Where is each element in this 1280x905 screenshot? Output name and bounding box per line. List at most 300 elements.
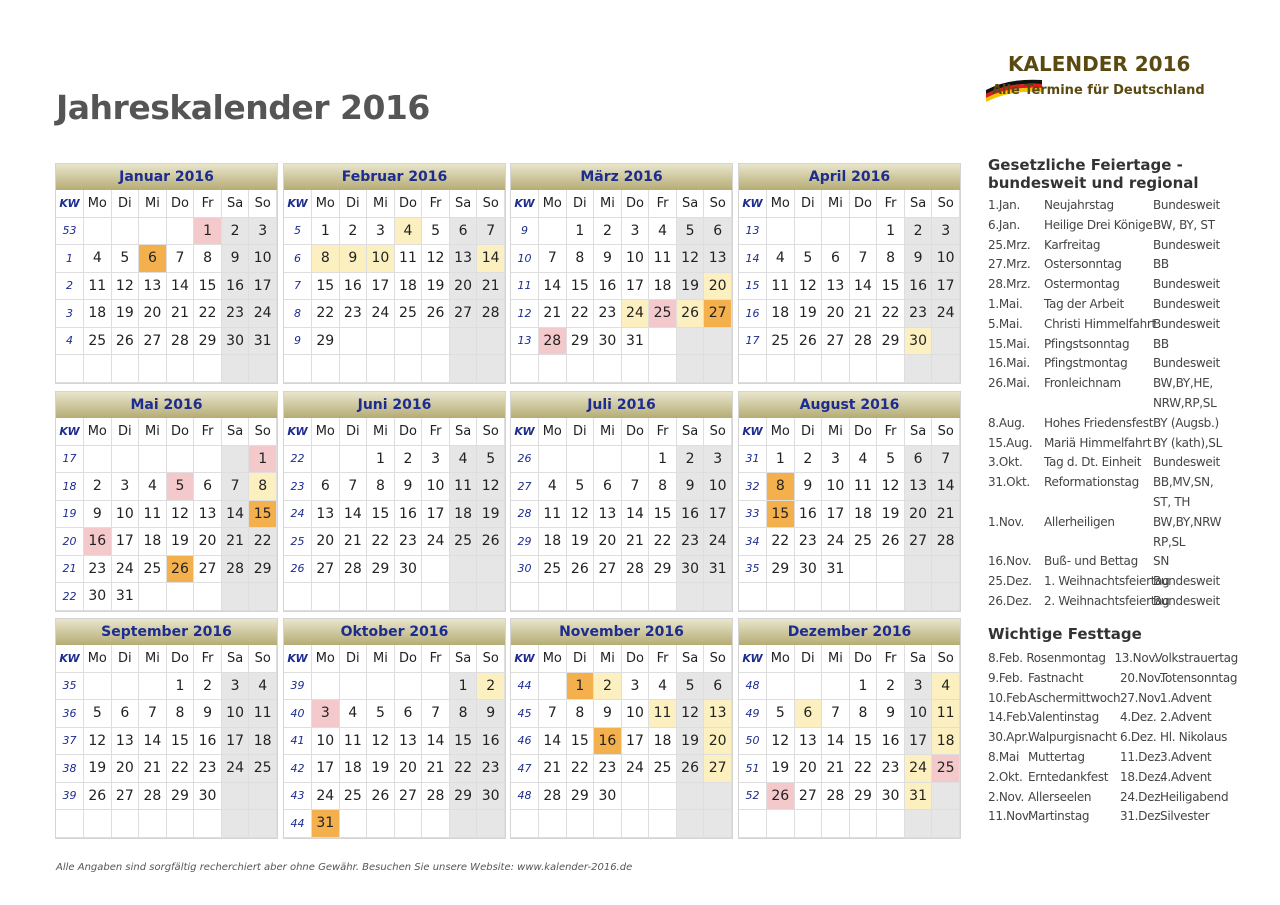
holiday-date [988,493,1044,513]
empty-cell [477,355,505,383]
empty-cell [84,217,112,245]
festtag-date: 13.Nov. [1114,651,1158,665]
kw-header: KW [739,190,767,217]
festtag-name: Heiligabend [1160,789,1229,804]
kw-header: KW [739,418,767,445]
weekday-header: Fr [194,645,222,672]
day-cell: 27 [594,555,622,583]
empty-cell [111,810,139,838]
day-cell: 4 [449,445,477,473]
day-cell: 6 [822,245,850,273]
weekday-header: Sa [221,418,249,445]
day-cell: 17 [621,727,649,755]
weekday-header: Sa [449,645,477,672]
festtag-row [988,689,1238,709]
holiday-name: Hohes Friedensfest [1044,415,1154,430]
day-cell: 17 [111,528,139,556]
day-cell: 4 [339,700,367,728]
empty-cell [422,672,450,700]
day-cell: 28 [221,555,249,583]
empty-cell [477,327,505,355]
day-cell: 9 [794,473,822,501]
weekday-header: Sa [676,645,704,672]
empty-cell [676,327,704,355]
day-cell: 29 [194,327,222,355]
day-cell: 9 [877,700,905,728]
festtag-row [988,708,1238,728]
day-cell: 23 [339,300,367,328]
week-number: 1 [56,245,84,273]
month-header: Juni 2016 [284,392,505,418]
empty-cell [394,355,422,383]
holiday-date: 1.Mai. [988,296,1023,311]
day-cell: 9 [594,245,622,273]
festtag-name: Silvester [1160,809,1210,824]
day-cell: 29 [367,555,395,583]
week-number [284,583,312,611]
day-cell: 24 [822,528,850,556]
kw-header: KW [56,645,84,672]
festtag-date: 2.Okt. [988,769,1023,784]
holiday-row [988,592,1238,612]
empty-cell [767,583,795,611]
empty-cell [539,217,567,245]
holidays-list [988,196,1238,612]
empty-cell [566,355,594,383]
festtag-date: 9.Feb. [988,670,1023,685]
day-cell: 19 [877,500,905,528]
day-cell: 21 [422,755,450,783]
day-cell: 26 [794,327,822,355]
day-cell: 20 [194,528,222,556]
day-cell: 15 [849,727,877,755]
holiday-row [988,354,1238,374]
week-number: 48 [511,782,539,810]
festtag-name: Martinstag [1028,809,1090,824]
day-cell: 11 [649,245,677,273]
day-cell: 30 [84,583,112,611]
empty-cell [904,555,932,583]
day-cell: 28 [539,782,567,810]
week-number: 37 [56,727,84,755]
holiday-date: 8.Aug. [988,415,1025,430]
day-cell: 21 [539,755,567,783]
day-cell: 12 [422,245,450,273]
weekday-header: Do [166,418,194,445]
day-cell: 27 [111,782,139,810]
festtag-date: 6.Dez. [1120,730,1157,745]
month-11 [510,618,733,839]
empty-cell [422,810,450,838]
day-cell: 20 [312,528,340,556]
day-cell: 23 [794,528,822,556]
day-cell: 25 [249,755,277,783]
day-cell: 6 [704,217,732,245]
day-cell: 13 [594,500,622,528]
empty-cell [904,355,932,383]
weekday-header: Sa [676,190,704,217]
holiday-date: 15.Aug. [988,435,1033,450]
empty-cell [221,583,249,611]
week-number: 39 [56,782,84,810]
month-9 [55,618,278,839]
day-cell: 3 [111,473,139,501]
day-cell: 29 [312,327,340,355]
day-cell: 25 [649,755,677,783]
day-cell: 26 [166,555,194,583]
week-number [739,583,767,611]
holiday-row [988,335,1238,355]
day-cell: 13 [111,727,139,755]
week-number [511,583,539,611]
day-cell: 12 [367,727,395,755]
holiday-name: Reformationstag [1044,475,1139,490]
week-number [739,355,767,383]
day-cell: 29 [166,782,194,810]
week-number: 23 [284,473,312,501]
day-cell: 24 [932,300,960,328]
day-cell: 12 [111,272,139,300]
day-cell: 2 [676,445,704,473]
kw-header: KW [56,190,84,217]
empty-cell [367,327,395,355]
day-cell: 26 [877,528,905,556]
day-cell: 25 [649,300,677,328]
weekday-header: Mo [767,418,795,445]
day-cell: 31 [822,555,850,583]
empty-cell [111,217,139,245]
week-number [511,355,539,383]
empty-cell [166,355,194,383]
weekday-header: Mo [312,645,340,672]
day-cell: 24 [111,555,139,583]
day-cell: 16 [221,272,249,300]
holiday-name: 1. Weihnachtsfeiertag [1044,574,1170,589]
holiday-row [988,533,1238,553]
day-cell: 8 [566,700,594,728]
day-cell: 4 [249,672,277,700]
weekday-header: Di [566,418,594,445]
day-cell: 4 [649,672,677,700]
festtag-name: Valentinstag [1028,710,1099,725]
day-cell: 10 [621,245,649,273]
day-cell: 1 [877,217,905,245]
day-cell: 18 [539,528,567,556]
empty-cell [649,810,677,838]
day-cell: 9 [194,700,222,728]
day-cell: 16 [594,272,622,300]
day-cell: 10 [312,727,340,755]
day-cell: 21 [822,755,850,783]
week-number: 29 [511,528,539,556]
empty-cell [794,672,822,700]
weekday-header: Mo [539,645,567,672]
day-cell: 25 [339,782,367,810]
day-cell: 23 [221,300,249,328]
day-cell: 18 [767,300,795,328]
day-cell: 8 [166,700,194,728]
day-cell: 15 [566,272,594,300]
weekday-header: Di [794,190,822,217]
empty-cell [166,810,194,838]
day-cell: 16 [394,500,422,528]
empty-cell [566,445,594,473]
weekday-header: Do [166,190,194,217]
day-cell: 13 [904,473,932,501]
week-number: 21 [56,555,84,583]
day-cell: 10 [621,700,649,728]
day-cell: 22 [649,528,677,556]
empty-cell [422,583,450,611]
empty-cell [139,355,167,383]
day-cell: 6 [111,700,139,728]
month-header: Oktober 2016 [284,619,505,645]
empty-cell [166,445,194,473]
day-cell: 15 [194,272,222,300]
month-5 [55,391,278,612]
day-cell: 14 [477,245,505,273]
weekday-header: Sa [676,418,704,445]
day-cell: 31 [111,583,139,611]
day-cell: 2 [221,217,249,245]
empty-cell [111,445,139,473]
holiday-region: Bundesweit [1153,316,1220,331]
holiday-date: 31.Okt. [988,475,1030,490]
day-cell: 28 [422,782,450,810]
day-cell: 8 [449,700,477,728]
weekday-header: Do [394,645,422,672]
day-cell: 4 [394,217,422,245]
empty-cell [822,672,850,700]
week-number: 27 [511,473,539,501]
day-cell: 2 [194,672,222,700]
weekday-header: Do [621,190,649,217]
weekday-header: Mo [539,190,567,217]
day-cell: 24 [422,528,450,556]
empty-cell [594,355,622,383]
week-number [739,810,767,838]
day-cell: 17 [312,755,340,783]
festtag-row [988,807,1238,827]
day-cell: 16 [194,727,222,755]
weekday-header: Fr [877,645,905,672]
day-cell: 3 [249,217,277,245]
day-cell: 5 [676,672,704,700]
day-cell: 23 [194,755,222,783]
kw-header: KW [511,418,539,445]
empty-cell [221,810,249,838]
day-cell: 15 [767,500,795,528]
holiday-name: Ostermontag [1044,277,1120,292]
day-cell: 8 [249,473,277,501]
day-cell: 20 [449,272,477,300]
day-cell: 12 [877,473,905,501]
day-cell: 22 [312,300,340,328]
day-cell: 9 [477,700,505,728]
empty-cell [111,672,139,700]
day-cell: 5 [877,445,905,473]
day-cell: 10 [221,700,249,728]
day-cell: 31 [704,555,732,583]
day-cell: 22 [849,755,877,783]
festtag-name: Fastnacht [1028,670,1084,685]
empty-cell [649,355,677,383]
day-cell: 27 [194,555,222,583]
weekday-header: So [477,645,505,672]
day-cell: 2 [904,217,932,245]
day-cell: 18 [249,727,277,755]
week-number: 7 [284,272,312,300]
day-cell: 7 [139,700,167,728]
day-cell: 15 [649,500,677,528]
holiday-name [1044,493,1153,513]
week-number: 34 [739,528,767,556]
week-number: 49 [739,700,767,728]
day-cell: 13 [822,272,850,300]
day-cell: 19 [166,528,194,556]
week-number: 6 [284,245,312,273]
holiday-region: Bundesweit [1153,198,1220,212]
empty-cell [539,445,567,473]
weekday-header: Fr [649,418,677,445]
day-cell: 7 [539,245,567,273]
day-cell: 7 [477,217,505,245]
holidays-title: Gesetzliche Feiertage - bundesweit und regional [988,156,1199,192]
week-number: 38 [56,755,84,783]
empty-cell [621,782,649,810]
day-cell: 20 [794,755,822,783]
weekday-header: Sa [449,418,477,445]
day-cell: 10 [111,500,139,528]
day-cell: 12 [84,727,112,755]
weekday-header: Fr [649,190,677,217]
weekday-header: Mo [84,190,112,217]
week-number: 20 [56,528,84,556]
day-cell: 1 [566,672,594,700]
day-cell: 18 [139,528,167,556]
day-cell: 27 [139,327,167,355]
day-cell: 19 [111,300,139,328]
day-cell: 15 [249,500,277,528]
holiday-date: 15.Mai. [988,336,1030,351]
holiday-region: BY (Augsb.) [1153,415,1219,430]
day-cell: 15 [312,272,340,300]
day-cell: 11 [767,272,795,300]
week-number [284,355,312,383]
week-number: 35 [56,672,84,700]
festtag-date: 11.Dez. [1120,749,1164,764]
week-number: 39 [284,672,312,700]
week-number: 36 [56,700,84,728]
weekday-header: Fr [422,190,450,217]
day-cell: 4 [539,473,567,501]
month-6 [283,391,506,612]
festtag-name: Rosenmontag [1026,651,1106,665]
kw-header: KW [511,645,539,672]
empty-cell [312,445,340,473]
day-cell: 17 [422,500,450,528]
empty-cell [849,583,877,611]
week-number: 4 [56,327,84,355]
empty-cell [221,782,249,810]
festtag-name: 1.Advent [1160,690,1212,705]
day-cell: 23 [477,755,505,783]
week-number: 48 [739,672,767,700]
day-cell: 21 [621,528,649,556]
empty-cell [422,327,450,355]
day-cell: 6 [449,217,477,245]
day-cell: 31 [249,327,277,355]
day-cell: 19 [794,300,822,328]
holiday-row [988,236,1238,256]
week-number: 51 [739,755,767,783]
month-2 [283,163,506,384]
holiday-date: 6.Jan. [988,217,1020,232]
empty-cell [767,810,795,838]
day-cell: 7 [221,473,249,501]
kw-header: KW [56,418,84,445]
weekday-header: Di [111,645,139,672]
holiday-date: 16.Mai. [988,356,1030,371]
day-cell: 1 [312,217,340,245]
festtag-date: 31.Dez. [1120,809,1164,824]
day-cell: 21 [849,300,877,328]
holiday-region: ST, TH [1153,494,1191,509]
weekday-header: Mo [539,418,567,445]
logo [984,52,1214,108]
day-cell: 27 [822,327,850,355]
weekday-header: Di [111,418,139,445]
empty-cell [477,555,505,583]
day-cell: 16 [339,272,367,300]
festtag-name: Totensonntag [1160,670,1238,685]
weekday-header: Do [621,418,649,445]
weekday-header: So [932,190,960,217]
empty-cell [621,583,649,611]
festtag-date: 24.Dez. [1120,789,1164,804]
day-cell: 7 [621,473,649,501]
week-number: 12 [511,300,539,328]
day-cell: 20 [704,727,732,755]
day-cell: 7 [539,700,567,728]
holiday-row [988,196,1238,216]
day-cell: 28 [849,327,877,355]
festtag-date: 4.Dez. [1120,710,1157,725]
day-cell: 22 [166,755,194,783]
empty-cell [621,445,649,473]
weekday-header: Mi [139,645,167,672]
holiday-name: Karfreitag [1044,237,1101,252]
empty-cell [221,355,249,383]
week-number: 18 [56,473,84,501]
empty-cell [539,810,567,838]
day-cell: 1 [649,445,677,473]
weekday-header: Mi [367,645,395,672]
weekday-header: Mi [822,190,850,217]
empty-cell [877,555,905,583]
day-cell: 12 [767,727,795,755]
weekday-header: Mi [594,645,622,672]
day-cell: 25 [449,528,477,556]
empty-cell [84,672,112,700]
day-cell: 30 [594,327,622,355]
empty-cell [84,810,112,838]
day-cell: 21 [166,300,194,328]
holiday-date [988,533,1044,553]
weekday-header: Di [339,645,367,672]
holiday-name: Pfingstsonntag [1044,336,1130,351]
festtage-list [988,649,1238,827]
